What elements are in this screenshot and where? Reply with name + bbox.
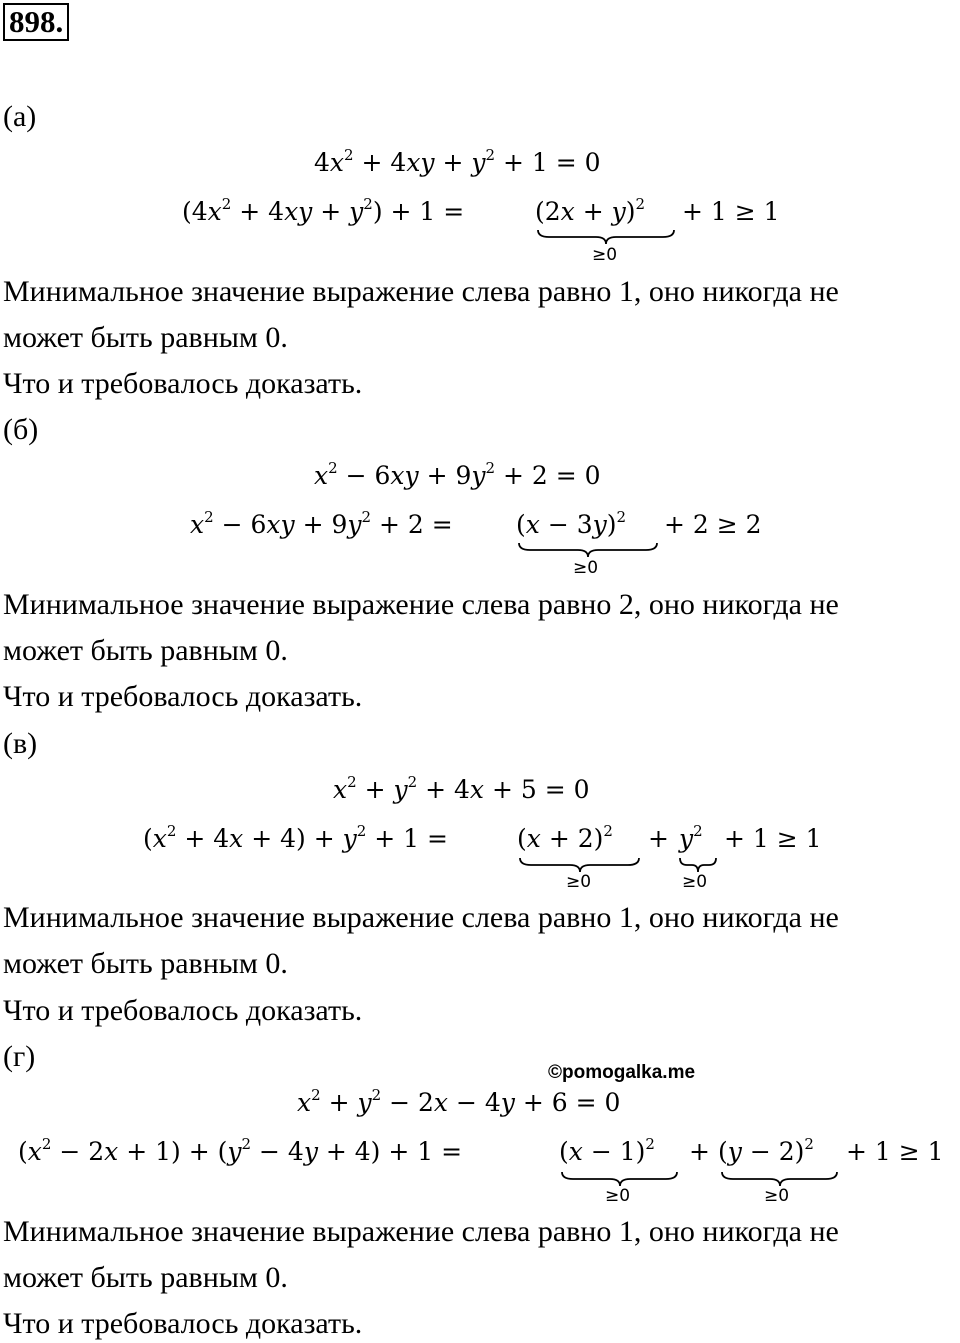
nonneg-label: ≥0 bbox=[573, 558, 599, 578]
part-label-a: (а) bbox=[3, 100, 37, 133]
qed-a: Что и требовалось доказать. bbox=[3, 367, 363, 400]
equation-b-1: $x^2 - 6xy + 9y^2 + 2 = 0$ bbox=[314, 459, 601, 490]
conclusion-b-line2: может быть равным 0. bbox=[3, 634, 288, 667]
underbrace-c-1 bbox=[519, 857, 641, 873]
qed-c: Что и требовалось доказать. bbox=[3, 994, 363, 1027]
part-label-b: (б) bbox=[3, 413, 39, 446]
qed-d: Что и требовалось доказать. bbox=[3, 1307, 363, 1340]
equation-d-2: $(x^2 - 2x + 1) + (y^2 - 4y + 4) + 1$ = $(x - 1)^2$ + $(y - 2)^2$ + 1 ≥ 1 bbox=[18, 1135, 944, 1166]
nonneg-label: ≥0 bbox=[566, 872, 592, 892]
conclusion-a-line2: может быть равным 0. bbox=[3, 321, 288, 354]
conclusion-a: Минимальное значение выражение слева равно 1, оно никогда не bbox=[3, 275, 839, 308]
conclusion-c: Минимальное значение выражение слева равно 1, оно никогда не bbox=[3, 901, 839, 934]
underbrace-b bbox=[518, 542, 658, 558]
equation-a-2: $(4x^2 + 4xy + y^2) + 1$ = $(2x + y)^2$ + 1 ≥ 1 bbox=[182, 195, 780, 226]
equation-a-1: $4x^2 + 4xy + y^2 + 1 = 0$ bbox=[314, 146, 601, 177]
part-label-c: (в) bbox=[3, 727, 38, 760]
underbrace-d-2 bbox=[721, 1171, 839, 1187]
part-label-d: (г) bbox=[3, 1040, 36, 1073]
qed-b: Что и требовалось доказать. bbox=[3, 680, 363, 713]
equation-c-2: $(x^2 + 4x + 4) + y^2 + 1$ = $(x + 2)^2$ + $y^2$ + 1 ≥ 1 bbox=[143, 822, 822, 853]
watermark: ©pomogalka.me bbox=[548, 1062, 696, 1083]
underbrace-d-1 bbox=[561, 1171, 679, 1187]
equation-c-1: $x^2 + y^2 + 4x + 5 = 0$ bbox=[333, 773, 590, 804]
equation-b-2: $x^2 - 6xy + 9y^2 + 2$ = $(x - 3y)^2$ + 2 ≥ 2 bbox=[190, 508, 762, 539]
nonneg-label: ≥0 bbox=[592, 245, 618, 265]
conclusion-c-line2: может быть равным 0. bbox=[3, 947, 288, 980]
problem-number: 898. bbox=[3, 3, 69, 41]
equation-d-1: $x^2 + y^2 - 2x - 4y + 6 = 0$ bbox=[297, 1086, 621, 1117]
underbrace-c-2 bbox=[679, 857, 717, 873]
nonneg-label: ≥0 bbox=[682, 872, 708, 892]
nonneg-label: ≥0 bbox=[605, 1186, 631, 1206]
conclusion-d-line2: может быть равным 0. bbox=[3, 1261, 288, 1294]
nonneg-label: ≥0 bbox=[764, 1186, 790, 1206]
conclusion-d: Минимальное значение выражение слева равно 1, оно никогда не bbox=[3, 1215, 839, 1248]
conclusion-b: Минимальное значение выражение слева равно 2, оно никогда не bbox=[3, 588, 839, 621]
underbrace-a bbox=[537, 229, 675, 245]
